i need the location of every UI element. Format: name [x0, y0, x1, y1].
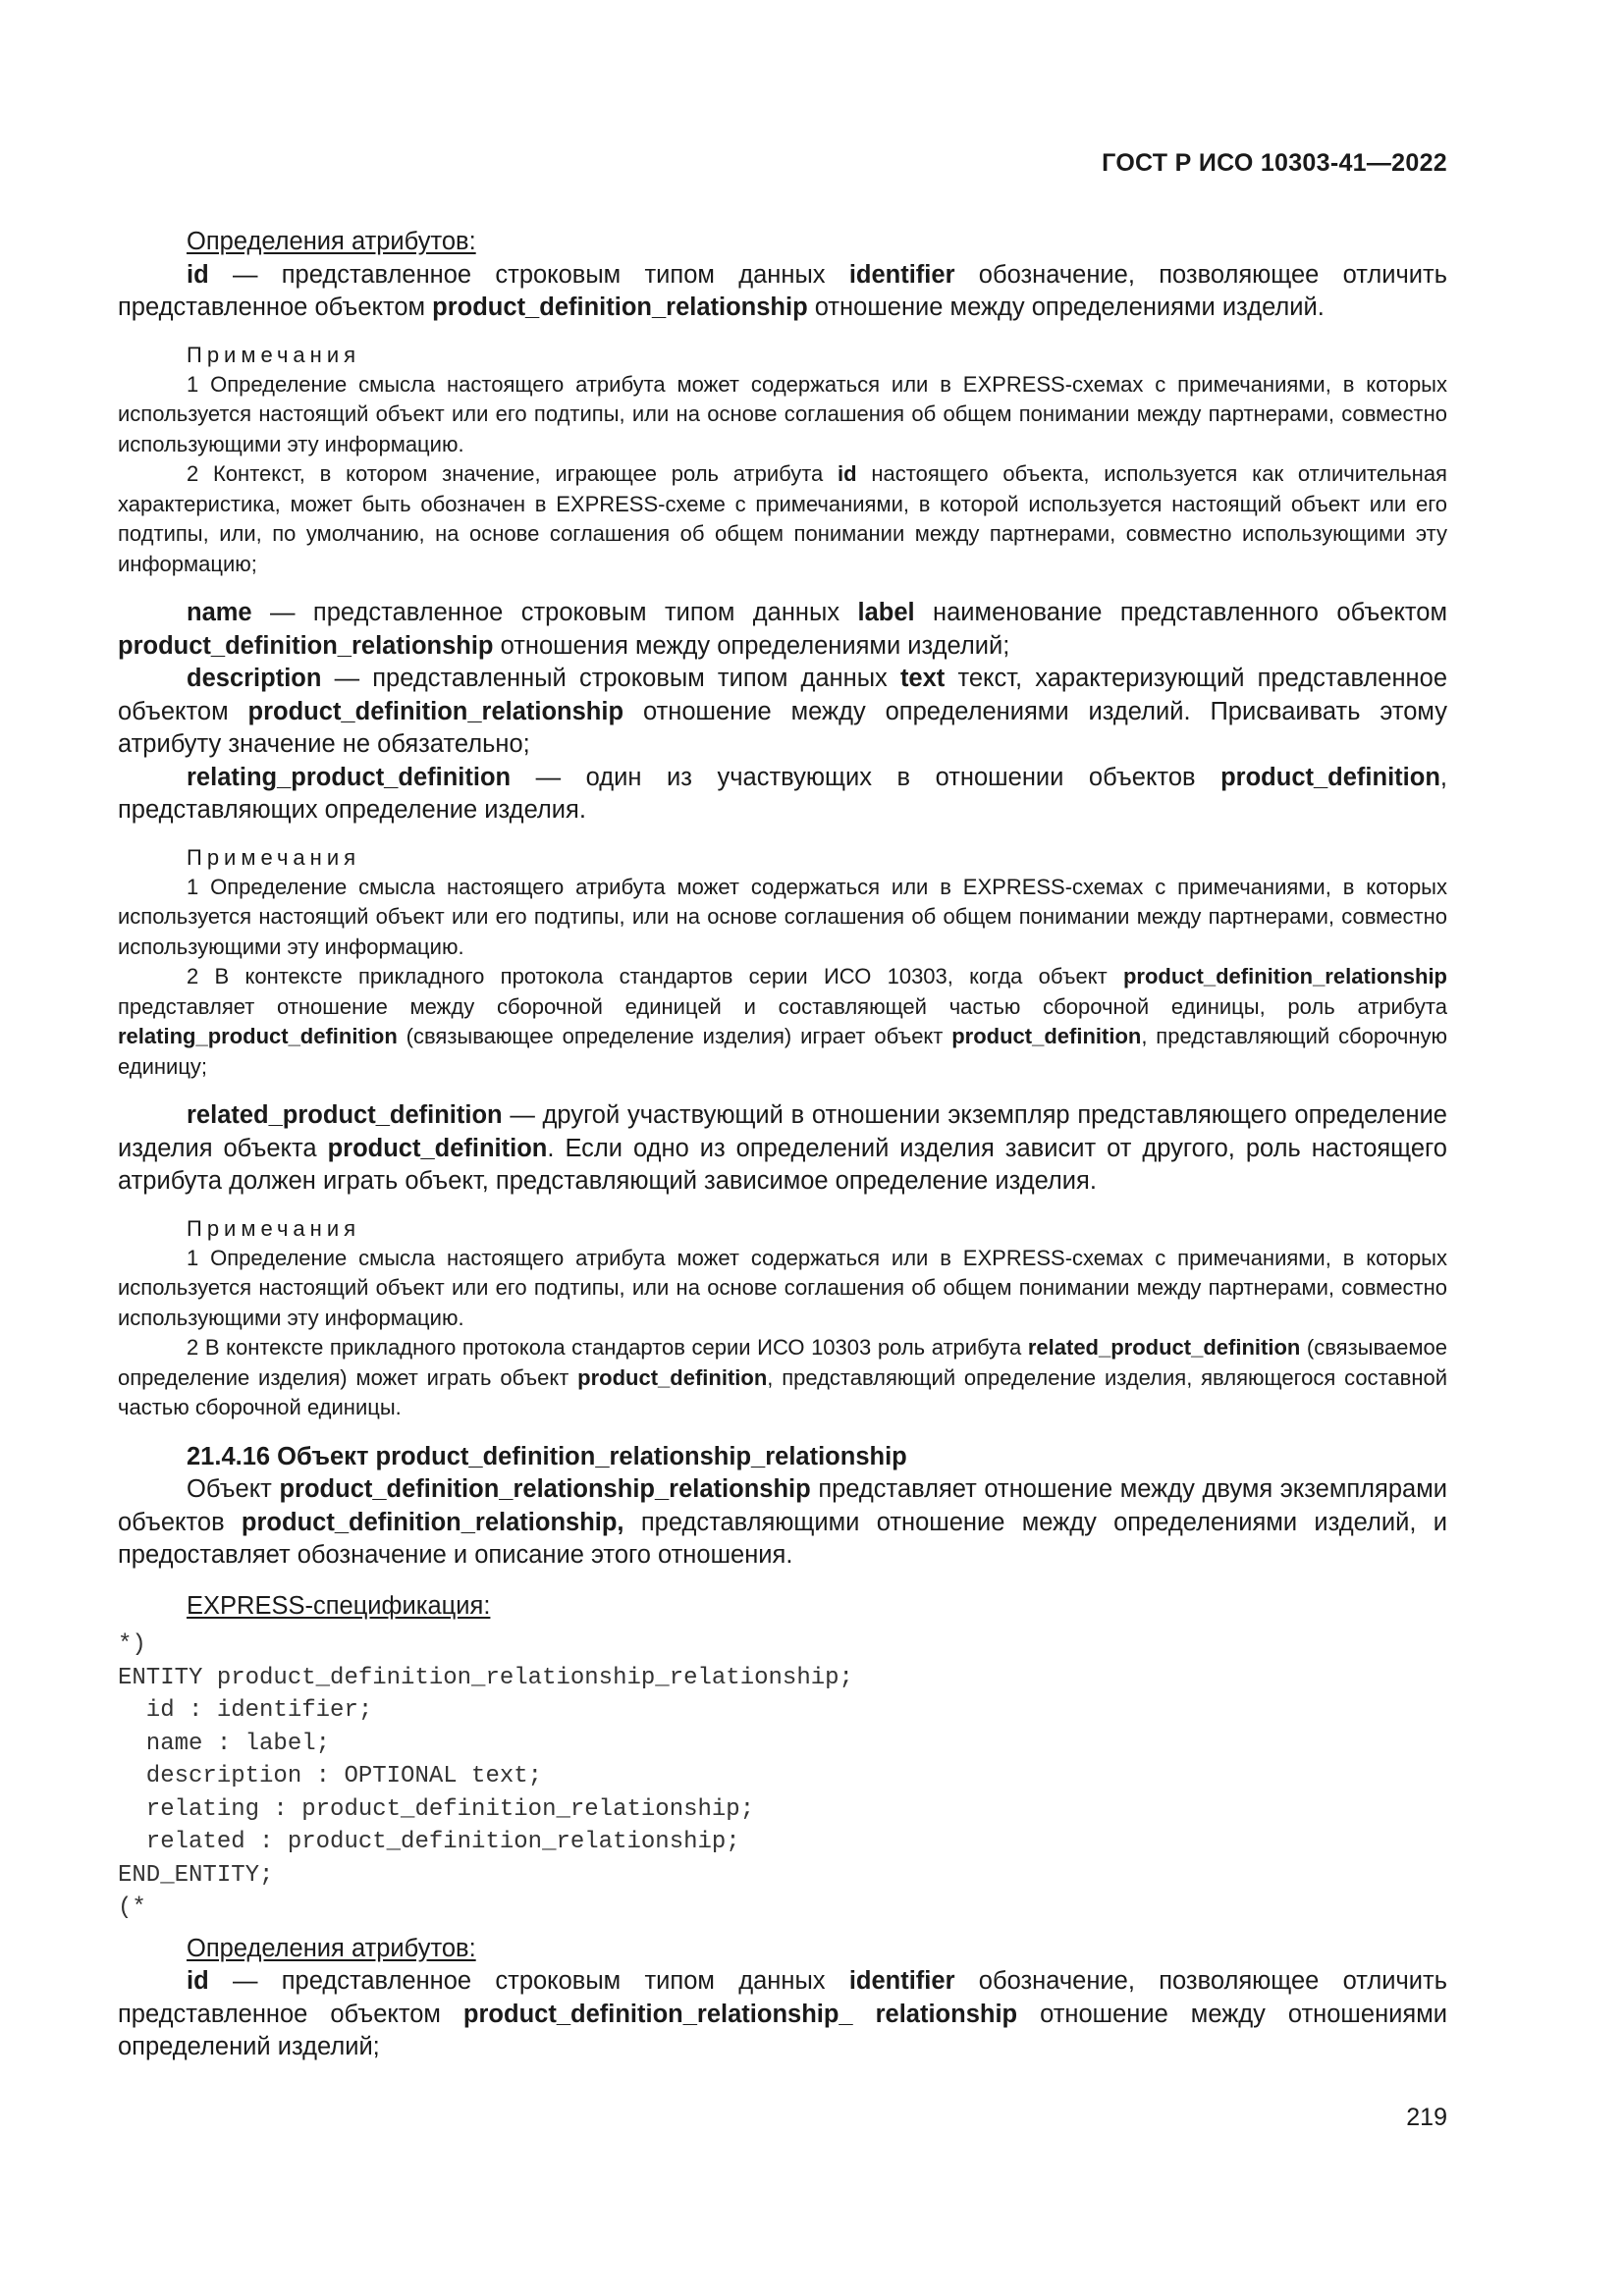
note-1: 1 Определение смысла настоящего атрибута может содержаться или в EXPRESS-схемах с примечаниями, в которых используется настоящий объект или его подтипы, или на основе соглашения об общем понимании между партнерами, совместно использующими эту информацию. [118, 371, 1447, 456]
attr-related-definition: related_product_definition — другой участвующий в отношении экземпляр представляющего определение изделия объекта product_definition. Если одно из определений изделия зависит от другого, роль настоящего атрибута должен играть объект, представляющий зависимое определение изделия. [118, 1101, 1447, 1195]
attr-id-definition: id — представленное строковым типом данных identifier обозначение, позволяющее отличить представленное объектом product_definition_relationship_ relationship отношение между отношениями определений изделий; [118, 1967, 1447, 2060]
note-2: 2 В контексте прикладного протокола стандартов серии ИСО 10303 роль атрибута related_product_definition (связываемое определение изделия) может играть объект product_definition, представляющий определение изделия, являющегося составной частью сборочной единицы. [118, 1335, 1448, 1419]
attr-name-definition: name — представленное строковым типом данных label наименование представленного объектом product_definition_relationship отношения между определениями изделий; [118, 599, 1447, 660]
note-1: 1 Определение смысла настоящего атрибута может содержаться или в EXPRESS-схемах с примечаниями, в которых используется настоящий объект или его подтипы, или на основе соглашения об общем понимании между партнерами, совместно использующими эту информацию. [118, 1245, 1447, 1330]
note-2: 2 В контексте прикладного протокола стандартов серии ИСО 10303, когда объект product_definition_relationship представляет отношение между сборочной единицей и составляющей частью сборочной единицы, роль атрибута relating_product_definition (связывающее определение изделия) играет объект product_definition, представляющий сборочную единицу; [118, 964, 1447, 1079]
attr-description-definition: description — представленный строковым типом данных text текст, характеризующий представленное объектом product_definition_relationship отношение между определениями изделий. Присваивать этому атрибуту значение не обязательно; [118, 665, 1447, 758]
page-number: 219 [1406, 2104, 1447, 2131]
attr-id-definition: id — представленное строковым типом данных identifier обозначение, позволяющее отличить представленное объектом product_definition_relationship отношение между определениями изделий. [118, 260, 1447, 321]
express-spec-title: EXPRESS-спецификация: [187, 1591, 491, 1620]
section-intro: Объект product_definition_relationship_relationship представляет отношение между двумя экземплярами объектов product_definition_relationship, представляющими отношение между определениями изделий, и предоставляет обозначение и описание этого отношения. [118, 1475, 1448, 1569]
note-1: 1 Определение смысла настоящего атрибута может содержаться или в EXPRESS-схемах с примечаниями, в которых используется настоящий объект или его подтипы, или на основе соглашения об общем понимании между партнерами, совместно использующими эту информацию. [118, 874, 1447, 959]
page-content [118, 226, 1447, 2064]
notes-label: Примечания [187, 844, 361, 870]
attr-relating-definition: relating_product_definition — один из участвующих в отношении объектов product_definition, представляющих определение изделия. [118, 763, 1447, 824]
section-heading: 21.4.16 Объект product_definition_relationship_relationship [187, 1442, 907, 1470]
attr-defs-title: Определения атрибутов: [187, 228, 476, 255]
notes-label: Примечания [187, 1215, 361, 1241]
express-code-block: *) ENTITY product_definition_relationship_relationship; id : identifier; name : label; description : OPTIONAL text; relating : product_definition_relationship; related : product_definition_relationship; END_ENTITY; (* [118, 1631, 853, 1921]
attr-defs-title: Определения атрибутов: [187, 1934, 476, 1962]
note-2: 2 Контекст, в котором значение, играющее роль атрибута id настоящего объекта, используется как отличительная характеристика, может быть обозначен в EXPRESS-схеме с примечаниями, в которой используется настоящий объект или его подтипы, или, по умолчанию, на основе соглашения об общем понимании между партнерами, совместно использующими эту информацию; [118, 461, 1447, 576]
notes-label: Примечания [187, 342, 361, 367]
document-header: ГОСТ Р ИСО 10303-41—2022 [1102, 149, 1447, 177]
